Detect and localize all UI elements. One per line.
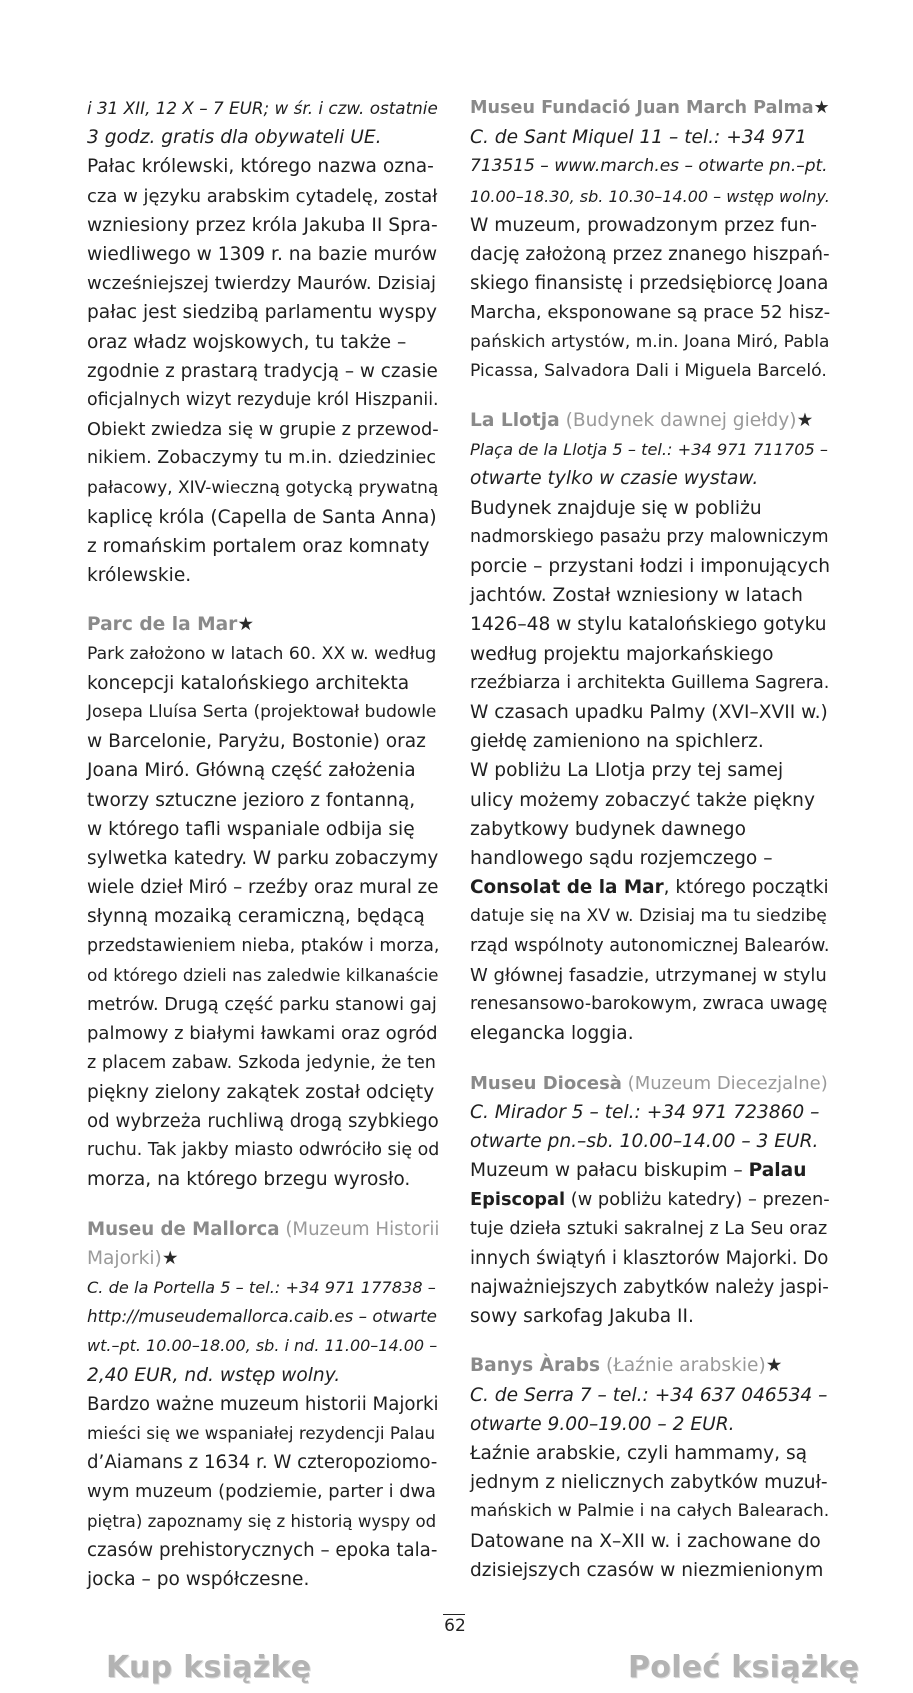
text-line: pańskich artystów, m.in. Joana Miró, Pabla xyxy=(470,331,830,352)
text-line: czasów prehistorycznych – epoka tala- xyxy=(87,1539,438,1561)
text-line: metrów. Drugą część parku stanowi gaj xyxy=(87,994,437,1016)
info-line: http://museudemallorca.caib.es – otwarte xyxy=(87,1306,437,1327)
text-line: jachtów. Został wzniesiony w latach xyxy=(470,585,803,607)
text-segment: Muzeum w pałacu biskupim – xyxy=(470,1160,749,1182)
text-line: W muzeum, prowadzonym przez fun- xyxy=(470,214,818,236)
text-line: w Barcelonie, Paryżu, Bostonie) oraz xyxy=(87,731,426,753)
section-gap xyxy=(470,386,830,406)
text-line: wcześniejszej twierdzy Maurów. Dzisiaj xyxy=(87,273,437,295)
text-line: elegancka loggia. xyxy=(470,1023,634,1045)
right-column xyxy=(470,94,830,1585)
info-line: i 31 XII, 12 X – 7 EUR; w śr. i czw. ostatnie xyxy=(87,98,438,118)
section-gap xyxy=(87,1195,439,1215)
text-line: nikiem. Zobaczymy tu m.in. dziedziniec xyxy=(87,448,437,469)
info-line: 3 godz. gratis dla obywateli UE. xyxy=(87,127,382,149)
heading-subtitle: (Muzeum Historii xyxy=(279,1218,440,1240)
info-line: C. de la Portella 5 – tel.: +34 971 177838 – xyxy=(87,1277,436,1297)
info-line: 10.00–18.30, sb. 10.30–14.00 – wstęp wolny. xyxy=(470,186,830,206)
text-line xyxy=(470,1185,830,1214)
text-line: w którego tafli wspaniale odbija się xyxy=(87,818,415,840)
info-line: otwarte pn.–sb. 10.00–14.00 – 3 EUR. xyxy=(470,1130,819,1152)
text-line: dację założoną przez znanego hiszpań- xyxy=(470,244,830,266)
text-line: Park założono w latach 60. XX w. według xyxy=(87,643,437,664)
text-line: datuje się na XV w. Dzisiaj ma tu siedzibę xyxy=(470,906,827,927)
text-line: Josepa Lluísa Serta (projektował budowle xyxy=(87,702,437,723)
section-heading xyxy=(87,1244,439,1273)
text-line: jocka – po współczesne. xyxy=(87,1568,310,1590)
text-line: koncepcji katalońskiego architekta xyxy=(87,672,410,694)
text-line: W głównej fasadzie, utrzymanej w stylu xyxy=(470,964,827,986)
text-line: ruchu. Tak jakby miasto odwróciło się od xyxy=(87,1140,440,1161)
heading-subtitle: (Muzeum Diecezjalne) xyxy=(621,1072,828,1094)
text-line: skiego finansistę i przedsiębiorcę Joana xyxy=(470,273,829,295)
info-line: 713515 – www.march.es – otwarte pn.–pt. xyxy=(470,156,828,177)
star-icon: ★ xyxy=(813,98,830,118)
text-line: porcie – przystani łodzi i imponujących xyxy=(470,556,830,578)
section-gap xyxy=(470,1331,830,1351)
text-line: od wybrzeża ruchliwą drogą szybkiego xyxy=(87,1110,439,1132)
bold-term: Episcopal xyxy=(470,1189,566,1211)
text-line: z placem zabaw. Szkoda jedynie, że ten xyxy=(87,1052,436,1073)
text-line: Marcha, eksponowane są prace 52 hisz- xyxy=(470,302,831,324)
star-icon: ★ xyxy=(237,614,255,636)
text-line: palmowy z białymi ławkami oraz ogród xyxy=(87,1023,438,1045)
text-line: przedstawieniem nieba, ptaków i morza, xyxy=(87,935,440,956)
text-line: tworzy sztuczne jezioro z fontanną, xyxy=(87,789,416,811)
text-line: Łaźnie arabskie, czyli hammamy, są xyxy=(470,1442,808,1464)
info-line: wt.–pt. 10.00–18.00, sb. i nd. 11.00–14.00 – xyxy=(87,1336,438,1356)
text-line: mańskich w Palmie i na całych Balearach. xyxy=(470,1501,830,1522)
text-segment: , którego początki xyxy=(663,877,829,899)
text-line: dzisiejszych czasów w niezmienionym xyxy=(470,1559,824,1581)
text-line: jednym z nielicznych zabytków muzuł- xyxy=(470,1472,828,1494)
text-line: giełdę zamieniono na spichlerz. xyxy=(470,731,764,753)
left-column xyxy=(87,94,439,1594)
info-line: otwarte tylko w czasie wystaw. xyxy=(470,468,759,490)
section-heading xyxy=(470,406,830,435)
text-line: Obiekt zwiedza się w grupie z przewod- xyxy=(87,419,439,441)
text-line: wym muzeum (podziemie, parter i dwa xyxy=(87,1481,436,1503)
text-line: handlowego sądu rozjemczego – xyxy=(470,848,773,870)
heading-name: Museu Diocesà xyxy=(470,1072,622,1094)
text-line: zabytkowy budynek dawnego xyxy=(470,818,746,840)
text-line: wzniesiony przez króla Jakuba II Spra- xyxy=(87,214,438,236)
heading-name: La Llotja xyxy=(470,410,560,432)
text-line: królewskie. xyxy=(87,565,192,587)
text-line: mieści się we wspaniałej rezydencji Palau xyxy=(87,1422,436,1443)
text-line: kaplicę króla (Capella de Santa Anna) xyxy=(87,506,437,528)
section-gap xyxy=(87,590,439,610)
text-line xyxy=(470,1156,830,1185)
text-line: renesansowo-barokowym, zwraca uwagę xyxy=(470,994,828,1015)
text-line: tuje dzieła sztuki sakralnej z La Seu oraz xyxy=(470,1218,828,1239)
text-line: Budynek znajduje się w pobliżu xyxy=(470,497,762,519)
heading-subtitle: Majorki) xyxy=(87,1247,162,1269)
section-heading xyxy=(87,1215,439,1244)
section-heading xyxy=(87,610,439,639)
text-line: Joana Miró. Główną część założenia xyxy=(87,760,416,782)
section-heading xyxy=(470,1351,830,1380)
text-line: od którego dzieli nas zaledwie kilkanaście xyxy=(87,964,439,985)
bold-term: Palau xyxy=(748,1160,807,1182)
text-line: Pałac królewski, którego nazwa ozna- xyxy=(87,156,434,178)
text-line: sylwetka katedry. W parku zobaczymy xyxy=(87,848,439,870)
star-icon: ★ xyxy=(796,410,814,432)
text-line: oficjalnych wizyt rezyduje król Hiszpanii. xyxy=(87,390,439,411)
text-line: rząd wspólnoty autonomicznej Balearów. xyxy=(470,935,830,956)
section-heading xyxy=(470,1069,830,1098)
text-line: pałac jest siedzibą parlamentu wyspy xyxy=(87,302,438,324)
text-line: 1426–48 w stylu katalońskiego gotyku xyxy=(470,614,827,636)
text-line: oraz władz wojskowych, tu także – xyxy=(87,331,407,353)
text-line: nadmorskiego pasażu przy malowniczym xyxy=(470,526,829,547)
heading-name: Museu de Mallorca xyxy=(87,1218,280,1240)
info-line: C. de Sant Miquel 11 – tel.: +34 971 xyxy=(470,127,807,149)
text-line: innych świątyń i klasztorów Majorki. Do xyxy=(470,1247,829,1269)
section-heading xyxy=(470,94,830,123)
text-line: d’Aiamans z 1634 r. W czteropoziomo- xyxy=(87,1452,438,1474)
info-line: 2,40 EUR, nd. wstęp wolny. xyxy=(87,1364,341,1386)
text-line: Bardzo ważne muzeum historii Majorki xyxy=(87,1393,439,1415)
text-line: piękny zielony zakątek został odcięty xyxy=(87,1081,435,1103)
text-line: rzeźbiarza i architekta Guillema Sagrera. xyxy=(470,672,830,693)
text-line: ulicy możemy zobaczyć także piękny xyxy=(470,789,815,811)
info-line: Plaça de la Llotja 5 – tel.: +34 971 711705 – xyxy=(470,440,829,460)
text-line: Picassa, Salvadora Dali i Miguela Barceló. xyxy=(470,360,827,381)
text-line: piętra) zapoznamy się z historią wyspy od xyxy=(87,1511,437,1531)
text-line: sowy sarkofag Jakuba II. xyxy=(470,1306,694,1328)
bold-term: Consolat de la Mar xyxy=(470,877,664,899)
section-gap xyxy=(470,1049,830,1069)
heading-name: Museu Fundació Juan March Palma xyxy=(470,98,814,118)
info-line: C. de Serra 7 – tel.: +34 637 046534 – xyxy=(470,1384,828,1406)
text-line: zgodnie z prastarą tradycją – w czasie xyxy=(87,360,438,382)
star-icon: ★ xyxy=(161,1247,179,1269)
text-line: wiele dzieł Miró – rzeźby oraz mural ze xyxy=(87,877,439,899)
text-line: morza, na którego brzegu wyrosło. xyxy=(87,1169,411,1191)
heading-name: Banys Àrabs xyxy=(470,1355,601,1377)
info-line: C. Mirador 5 – tel.: +34 971 723860 – xyxy=(470,1101,820,1123)
heading-name: Parc de la Mar xyxy=(87,614,238,636)
star-icon: ★ xyxy=(765,1355,783,1377)
text-line: cza w języku arabskim cytadelę, został xyxy=(87,185,438,207)
page-number-rule xyxy=(443,1614,465,1615)
text-line: najważniejszych zabytków należy jaspi- xyxy=(470,1276,829,1298)
text-line: wiedliwego w 1309 r. na bazie murów xyxy=(87,244,438,266)
text-line: z romańskim portalem oraz komnaty xyxy=(87,536,430,558)
page-number: 62 xyxy=(444,1616,466,1636)
text-segment: (w pobliżu katedry) – prezen- xyxy=(565,1189,830,1211)
text-line: słynną mozaiką ceramiczną, będącą xyxy=(87,906,425,928)
text-line xyxy=(470,873,830,902)
recommend-book-link[interactable]: Poleć książkę xyxy=(628,1650,860,1685)
text-line: pałacowy, XIV-wieczną gotycką prywatną xyxy=(87,477,439,498)
text-line: W czasach upadku Palmy (XVI–XVII w.) xyxy=(470,702,828,724)
text-line: według projektu majorkańskiego xyxy=(470,643,774,665)
text-line: W pobliżu La Llotja przy tej samej xyxy=(470,760,784,782)
heading-subtitle: (Budynek dawnej giełdy) xyxy=(559,410,797,432)
heading-subtitle: (Łaźnie arabskie) xyxy=(600,1355,766,1377)
text-line: Datowane na X–XII w. i zachowane do xyxy=(470,1530,821,1552)
buy-book-link[interactable]: Kup książkę xyxy=(106,1650,312,1685)
info-line: otwarte 9.00–19.00 – 2 EUR. xyxy=(470,1413,735,1435)
